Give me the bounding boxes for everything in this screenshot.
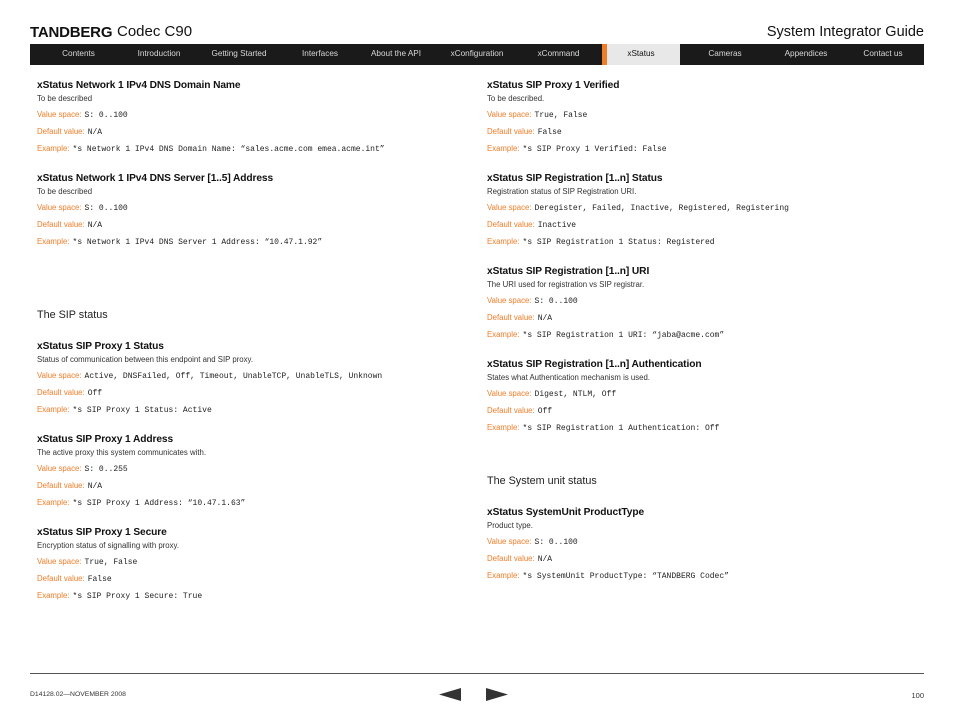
status-entry [37,527,457,601]
example-label: Example: [37,144,70,153]
entry-title: xStatus SIP Registration [1..n] Status [487,173,663,184]
entry-description: To be described [37,187,93,196]
status-entry [37,341,457,415]
value-space-label: Value space: [487,296,532,305]
example-label: Example: [487,330,520,339]
example-value: *s Network 1 IPv4 DNS Server 1 Address: “10.47.1.92” [72,238,323,247]
example-row [37,591,457,601]
example-label: Example: [487,237,520,246]
value-space-row [487,389,907,399]
value-space-label: Value space: [487,203,532,212]
default-value-value: N/A [537,314,553,323]
default-value-value: N/A [87,221,103,230]
nav-tab-contents[interactable]: Contents [62,49,95,58]
value-space-label: Value space: [487,110,532,119]
entry-title: xStatus SIP Registration [1..n] Authentication [487,359,702,370]
nav-tab-introduction[interactable]: Introduction [137,49,181,58]
value-space-value: Active, DNSFailed, Off, Timeout, UnableTCP, UnableTLS, Unknown [84,372,383,381]
example-row [37,144,457,154]
entry-title: xStatus SIP Proxy 1 Address [37,434,174,445]
value-space-label: Value space: [37,371,82,380]
section-heading: The System unit status [487,475,597,487]
nav-bar [30,44,924,65]
example-label: Example: [37,498,70,507]
entry-title: xStatus SystemUnit ProductType [487,507,645,518]
default-value-row [487,313,907,323]
previous-page-icon[interactable] [439,688,461,701]
default-value-row [37,481,457,491]
value-space-value: Deregister, Failed, Inactive, Registered, Registering [534,204,789,213]
default-value-label: Default value: [37,127,85,136]
value-space-row [37,203,457,213]
document-id: D14128.02—NOVEMBER 2008 [30,691,126,698]
example-row [487,423,907,433]
value-space-label: Value space: [487,537,532,546]
nav-tab-xconfiguration[interactable]: xConfiguration [450,49,504,58]
example-label: Example: [37,591,70,600]
default-value-row [37,127,457,137]
entry-description: Status of communication between this endpoint and SIP proxy. [37,355,253,364]
entry-description: Registration status of SIP Registration URI. [487,187,637,196]
default-value-value: Off [537,407,553,416]
status-entry [487,507,907,581]
default-value-value: N/A [87,482,103,491]
value-space-value: Digest, NTLM, Off [534,390,617,399]
section-heading: The SIP status [37,309,108,321]
value-space-row [487,203,907,213]
default-value-label: Default value: [37,220,85,229]
nav-tab-contact-us[interactable]: Contact us [863,49,903,58]
default-value-row [487,220,907,230]
right-column [487,80,907,581]
value-space-value: True, False [534,111,588,120]
entry-description: To be described. [487,94,545,103]
default-value-label: Default value: [487,406,535,415]
default-value-row [487,406,907,416]
nav-tab-about-the-api[interactable]: About the API [370,49,422,58]
value-space-row [487,296,907,306]
value-space-label: Value space: [487,389,532,398]
default-value-label: Default value: [487,127,535,136]
nav-tab-xcommand[interactable]: xCommand [537,49,580,58]
left-column [37,80,457,601]
status-entry [487,173,907,247]
entry-description: To be described [37,94,93,103]
default-value-label: Default value: [487,313,535,322]
entry-title: xStatus Network 1 IPv4 DNS Domain Name [37,80,241,91]
example-label: Example: [37,405,70,414]
example-value: *s SIP Registration 1 Authentication: Off [522,424,720,433]
example-label: Example: [487,144,520,153]
value-space-row [487,110,907,120]
nav-tab-interfaces[interactable]: Interfaces [302,49,338,58]
entry-description: States what Authentication mechanism is used. [487,373,650,382]
example-label: Example: [487,571,520,580]
example-row [487,144,907,154]
nav-tab-getting-started[interactable]: Getting Started [211,49,267,58]
example-value: *s SIP Proxy 1 Status: Active [72,406,212,415]
default-value-row [37,220,457,230]
example-row [487,571,907,581]
value-space-value: S: 0..255 [84,465,128,474]
example-row [487,330,907,340]
product-name: Codec C90 [117,23,193,40]
value-space-row [37,110,457,120]
entry-description: The active proxy this system communicates with. [37,448,206,457]
example-label: Example: [487,423,520,432]
guide-title: System Integrator Guide [766,24,924,40]
default-value-value: Off [87,389,103,398]
default-value-label: Default value: [487,220,535,229]
default-value-row [487,127,907,137]
default-value-value: N/A [537,555,553,564]
default-value-label: Default value: [487,554,535,563]
value-space-label: Value space: [37,464,82,473]
default-value-row [37,574,457,584]
entry-title: xStatus SIP Proxy 1 Verified [487,80,620,91]
entry-title: xStatus SIP Registration [1..n] URI [487,266,650,277]
status-entry [487,359,907,433]
default-value-value: N/A [87,128,103,137]
value-space-value: S: 0..100 [534,297,578,306]
footer-divider [30,673,924,674]
status-entry [487,266,907,340]
value-space-value: True, False [84,558,138,567]
value-space-row [37,557,457,567]
default-value-value: False [87,575,112,584]
brand-logo: TANDBERG [30,24,113,41]
page-header [30,22,924,44]
example-value: *s SIP Proxy 1 Secure: True [72,592,203,601]
value-space-label: Value space: [37,203,82,212]
default-value-row [37,388,457,398]
nav-tab-xstatus[interactable]: xStatus [602,44,680,65]
default-value-value: False [537,128,562,137]
value-space-row [487,537,907,547]
example-value: *s SystemUnit ProductType: “TANDBERG Codec” [522,572,729,581]
status-entry [37,80,457,154]
entry-title: xStatus SIP Proxy 1 Status [37,341,164,352]
status-entry [37,434,457,508]
nav-tab-appendices[interactable]: Appendices [784,49,828,58]
entry-description: Product type. [487,521,533,530]
example-value: *s Network 1 IPv4 DNS Domain Name: “sales.acme.com emea.acme.int” [72,145,385,154]
example-value: *s SIP Registration 1 Status: Registered [522,238,715,247]
example-row [37,498,457,508]
entry-title: xStatus Network 1 IPv4 DNS Server [1..5] Address [37,173,274,184]
next-page-icon[interactable] [486,688,508,701]
nav-tab-cameras[interactable]: Cameras [708,49,742,58]
value-space-label: Value space: [37,110,82,119]
status-entry [37,173,457,247]
value-space-label: Value space: [37,557,82,566]
default-value-label: Default value: [37,388,85,397]
status-entry [487,80,907,154]
default-value-value: Inactive [537,221,577,230]
value-space-row [37,371,457,381]
example-value: *s SIP Proxy 1 Address: “10.47.1.63” [72,499,246,508]
example-row [37,405,457,415]
page-number: 100 [911,691,924,700]
example-label: Example: [37,237,70,246]
example-value: *s SIP Proxy 1 Verified: False [522,145,667,154]
example-row [487,237,907,247]
entry-title: xStatus SIP Proxy 1 Secure [37,527,167,538]
value-space-value: S: 0..100 [84,111,128,120]
value-space-value: S: 0..100 [534,538,578,547]
default-value-row [487,554,907,564]
default-value-label: Default value: [37,481,85,490]
example-row [37,237,457,247]
entry-description: Encryption status of signalling with proxy. [37,541,179,550]
value-space-row [37,464,457,474]
default-value-label: Default value: [37,574,85,583]
value-space-value: S: 0..100 [84,204,128,213]
entry-description: The URI used for registration vs SIP registrar. [487,280,645,289]
example-value: *s SIP Registration 1 URI: “jaba@acme.com” [522,331,725,340]
